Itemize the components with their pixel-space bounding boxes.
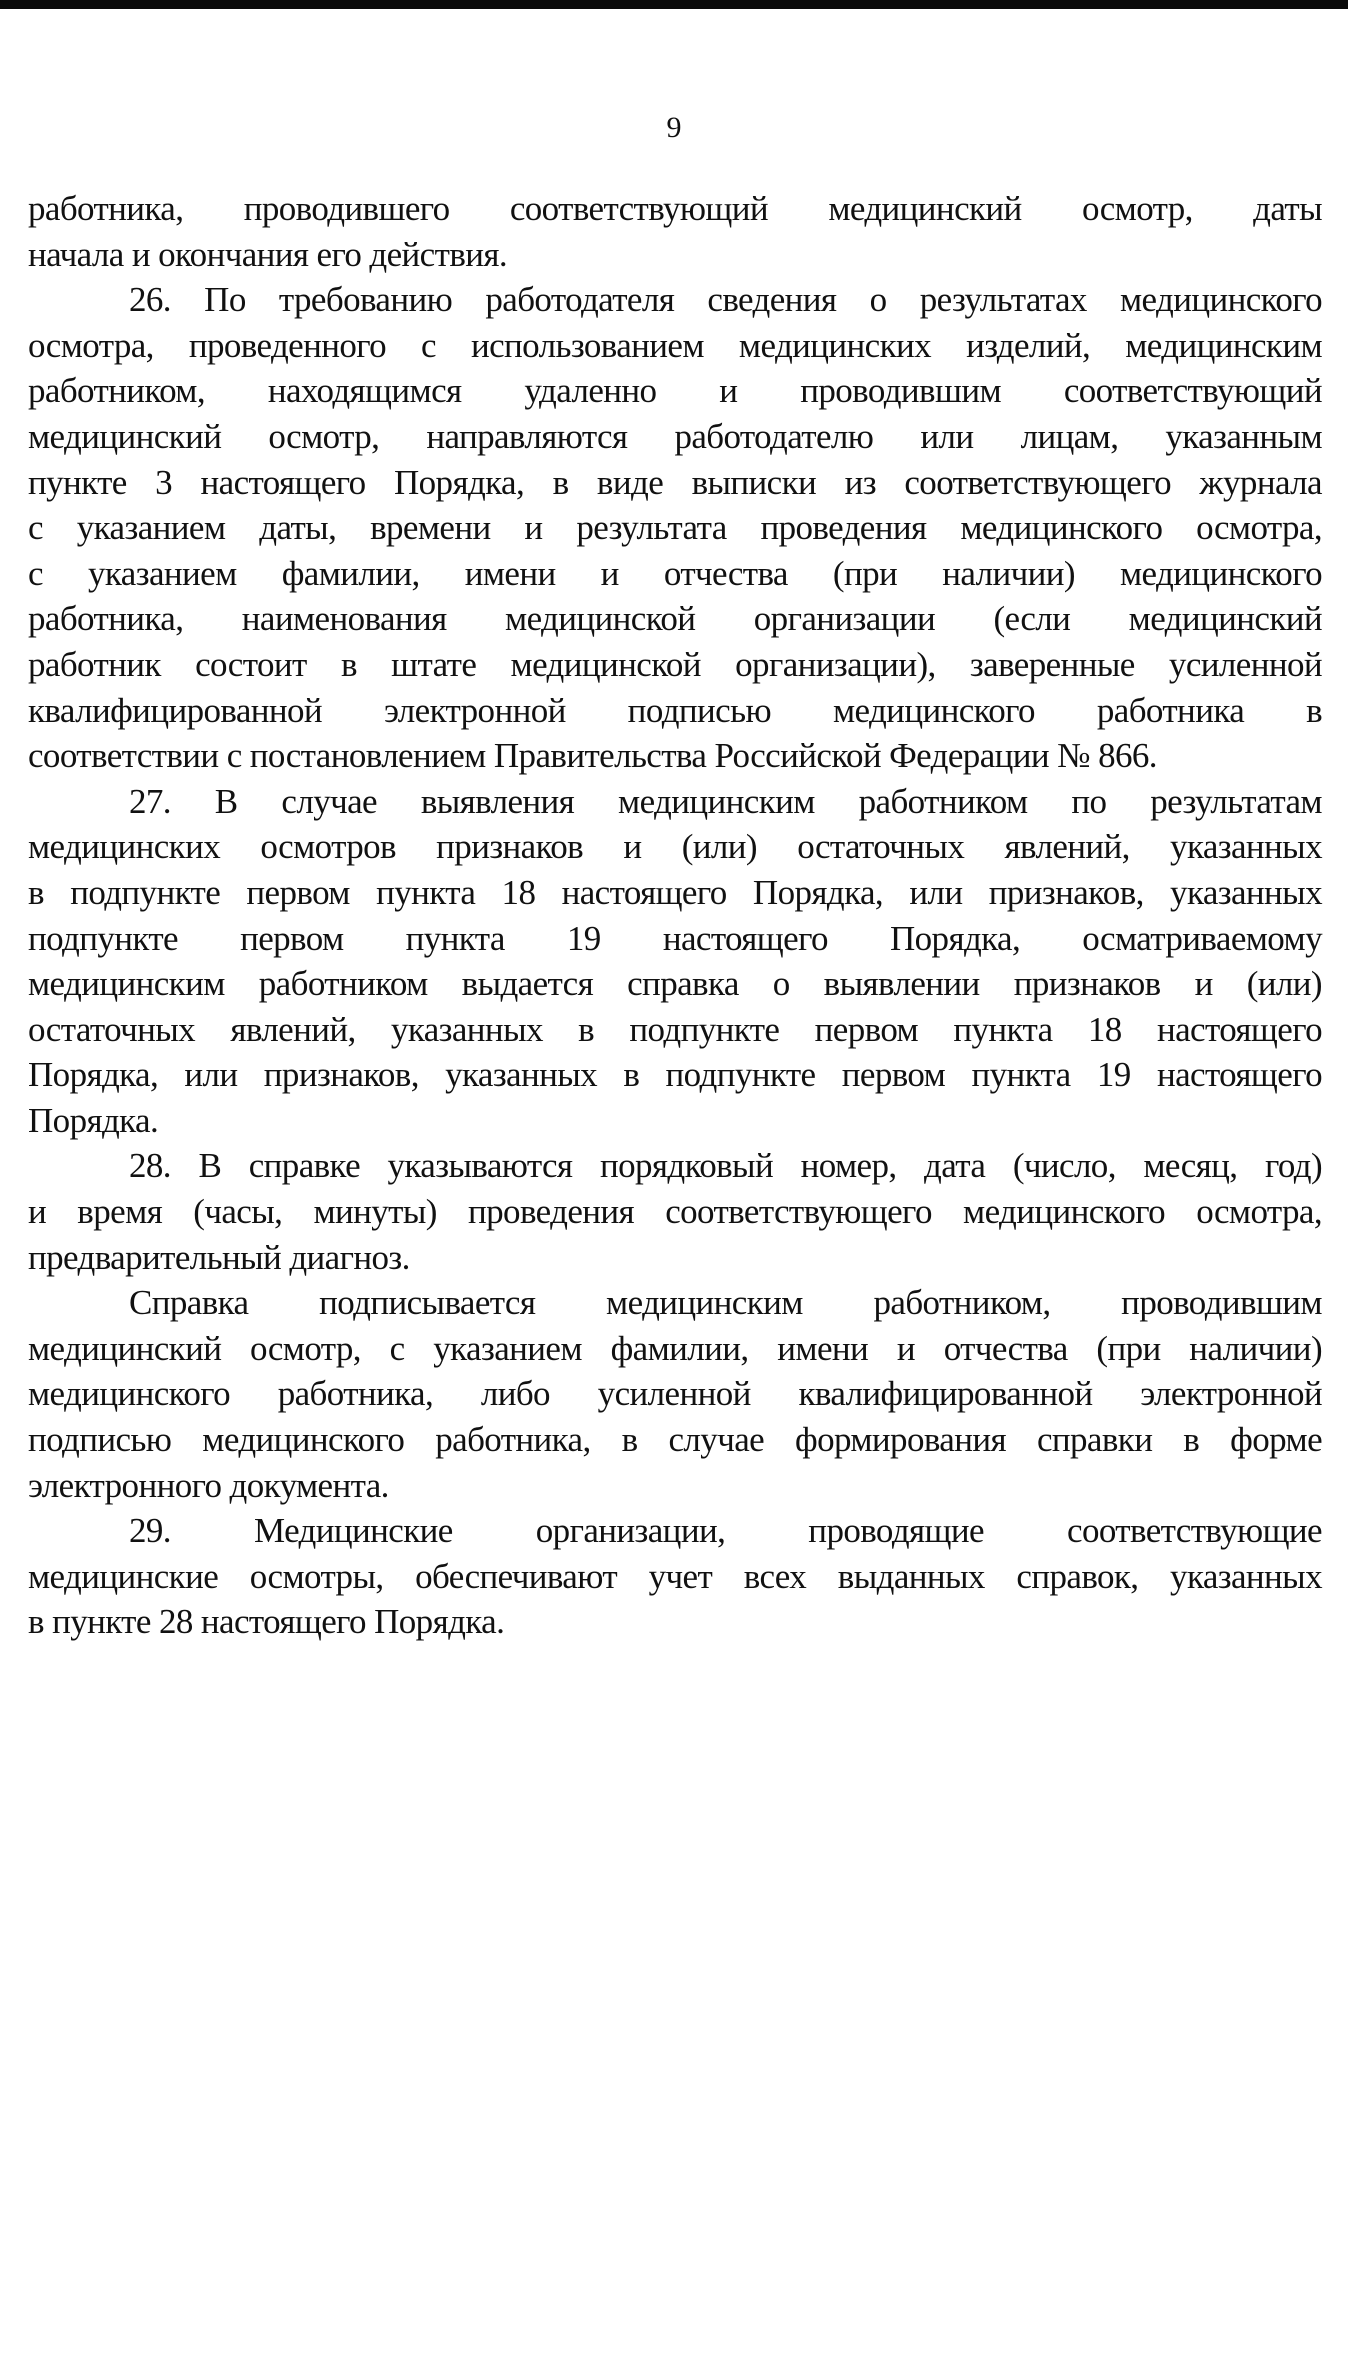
text-line: осмотра, проведенного с использованием медицинских изделий, медицинским xyxy=(28,325,1322,365)
text-line: начала и окончания его действия. xyxy=(28,234,508,274)
text-line: медицинского работника, либо усиленной квалифицированной электронной xyxy=(28,1374,1322,1414)
text-line: 28. В справке указываются порядковый номер, дата (число, месяц, год) xyxy=(129,1146,1322,1186)
text-line: Порядка. xyxy=(28,1100,159,1140)
text-line: Порядка, или признаков, указанных в подпункте первом пункта 19 настоящего xyxy=(28,1055,1322,1095)
text-line: медицинским работником выдается справка о выявлении признаков и (или) xyxy=(28,964,1322,1004)
text-line: соответствии с постановлением Правительства Российской Федерации № 866. xyxy=(28,736,1157,776)
text-line: подписью медицинского работника, в случае формирования справки в форме xyxy=(28,1420,1322,1460)
text-line: 29. Медицинские организации, проводящие соответствующие xyxy=(129,1511,1322,1551)
paragraph xyxy=(28,277,1322,779)
paragraph xyxy=(28,1508,1322,1645)
text-line: с указанием даты, времени и результата проведения медицинского осмотра, xyxy=(28,508,1322,548)
text-line: в подпункте первом пункта 18 настоящего Порядка, или признаков, указанных xyxy=(28,872,1322,912)
text-line: предварительный диагноз. xyxy=(28,1237,410,1277)
text-line: 26. По требованию работодателя сведения о результатах медицинского xyxy=(129,280,1322,320)
paragraph xyxy=(28,1280,1322,1508)
text-line: работника, наименования медицинской организации (если медицинский xyxy=(28,599,1322,639)
text-line: подпункте первом пункта 19 настоящего Порядка, осматриваемому xyxy=(28,918,1322,958)
paragraph xyxy=(28,186,1322,277)
text-line: медицинский осмотр, направляются работодателю или лицам, указанным xyxy=(28,416,1322,456)
document-body xyxy=(28,186,1322,1645)
text-line: с указанием фамилии, имени и отчества (при наличии) медицинского xyxy=(28,553,1322,593)
text-line: в пункте 28 настоящего Порядка. xyxy=(28,1602,505,1642)
paragraph xyxy=(28,1143,1322,1280)
text-line: работником, находящимся удаленно и проводившим соответствующий xyxy=(28,371,1322,411)
scan-top-edge xyxy=(0,0,1348,9)
text-line: Справка подписывается медицинским работником, проводившим xyxy=(129,1283,1322,1323)
text-line: работник состоит в штате медицинской организации), заверенные усиленной xyxy=(28,644,1322,684)
text-line: остаточных явлений, указанных в подпункте первом пункта 18 настоящего xyxy=(28,1009,1322,1049)
text-line: медицинский осмотр, с указанием фамилии, имени и отчества (при наличии) xyxy=(28,1328,1322,1368)
text-line: электронного документа. xyxy=(28,1465,389,1505)
text-line: квалифицированной электронной подписью медицинского работника в xyxy=(28,690,1322,730)
page-number: 9 xyxy=(666,111,682,144)
text-line: пункте 3 настоящего Порядка, в виде выписки из соответствующего журнала xyxy=(28,462,1322,502)
paragraph xyxy=(28,779,1322,1144)
text-line: 27. В случае выявления медицинским работником по результатам xyxy=(129,781,1322,821)
text-line: и время (часы, минуты) проведения соответствующего медицинского осмотра, xyxy=(28,1192,1322,1232)
text-line: медицинских осмотров признаков и (или) остаточных явлений, указанных xyxy=(28,827,1322,867)
text-line: работника, проводившего соответствующий медицинский осмотр, даты xyxy=(28,189,1322,228)
text-line: медицинские осмотры, обеспечивают учет всех выданных справок, указанных xyxy=(28,1556,1322,1596)
